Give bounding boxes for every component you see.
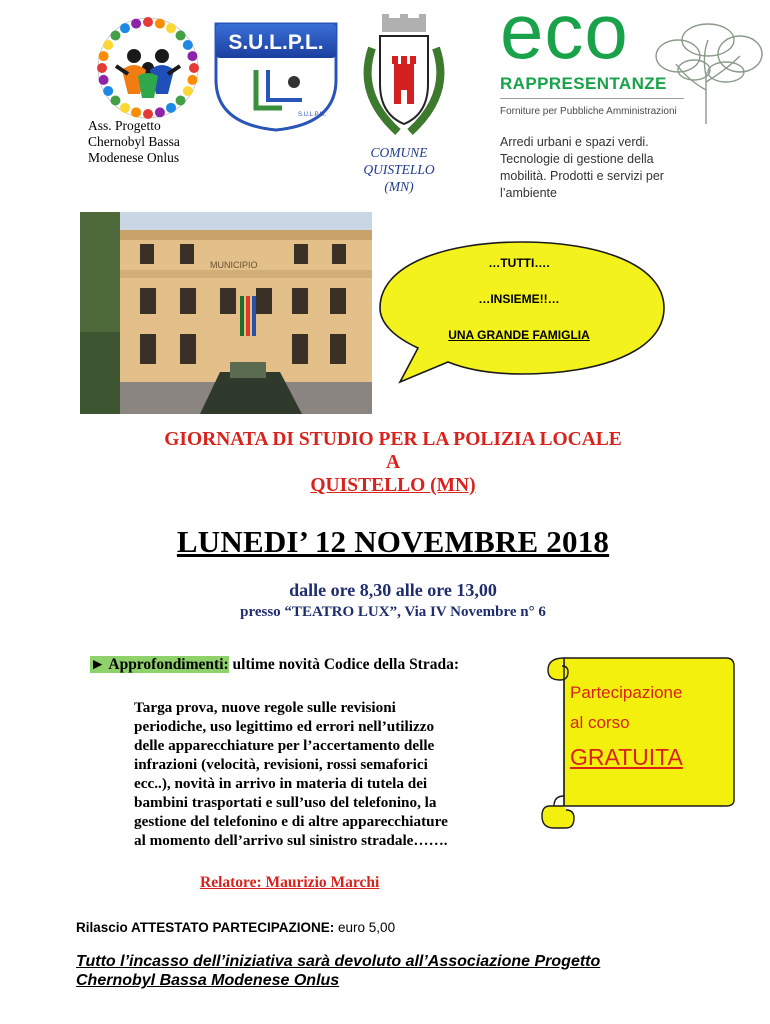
logo-dot [183, 86, 193, 96]
sulpl-text: S.U.L.P.L. [228, 31, 324, 54]
logo-dot [176, 96, 186, 106]
approfondimenti-body-line: periodiche, uso legittimo ed errori nell’utilizzo [134, 718, 435, 735]
scroll-line-al-corso: al corso [570, 713, 630, 732]
eco-description-line: l’ambiente [500, 186, 557, 200]
event-date: LUNEDI’ 12 NOVEMBRE 2018 [176, 524, 610, 559]
headline-line-location: QUISTELLO (MN) [310, 475, 476, 496]
tree-icon [648, 20, 766, 126]
donation-footer [76, 952, 716, 990]
approfondimenti-label [90, 656, 229, 673]
municipio-photo [80, 212, 372, 414]
eco-logo-forniture: Forniture per Pubbliche Amministrazioni [500, 106, 677, 117]
scroll-banner [540, 646, 736, 836]
chernobyl-caption-line: Ass. Progetto [88, 118, 161, 133]
approfondimenti-body-line: bambini trasportati e sull’uso del telefonino, la [134, 794, 437, 811]
eco-logo-rappresentanze: RAPPRESENTANZE [500, 74, 667, 93]
logo-dot [97, 63, 107, 73]
eco-description-line: Tecnologie di gestione della [500, 152, 654, 166]
certificate-fee-value: euro 5,00 [334, 920, 396, 935]
logo-dot [176, 30, 186, 40]
comune-coat-of-arms [352, 14, 456, 140]
logo-dot [166, 103, 176, 113]
approfondimenti-heading [90, 656, 459, 674]
logo-dot [103, 86, 113, 96]
bubble-line-famiglia: UNA GRANDE FAMIGLIA [448, 328, 590, 342]
scroll-gratuita: GRATUITA [570, 744, 683, 770]
headline-line-title: GIORNATA DI STUDIO PER LA POLIZIA LOCALE [164, 429, 622, 450]
logo-dot [103, 40, 113, 50]
headline-line-a: A [385, 452, 401, 473]
logo-dot [99, 75, 109, 85]
approfondimenti-body-line: al momento dell’arrivo sul sinistro stradale……. [134, 832, 448, 849]
scroll-participation [570, 678, 682, 738]
municipio-sign: MUNICIPIO [210, 260, 258, 270]
scroll-line-partecipazione: Partecipazione [570, 683, 683, 702]
approfondimenti-body-line: gestione del telefonino e di altre apparecchiature [134, 813, 448, 830]
certificate-fee-label: Rilascio ATTESTATO PARTECIPAZIONE: [76, 920, 335, 935]
chernobyl-caption [88, 118, 180, 166]
logo-dot [183, 40, 193, 50]
approfondimenti-subtitle: ultime novità Codice della Strada: [228, 656, 460, 673]
approfondimenti-body-line: delle apparecchiature per l’accertamento delle [134, 737, 435, 754]
chernobyl-caption-line: Modenese Onlus [88, 150, 180, 165]
event-headline [0, 428, 770, 497]
logo-dot [99, 51, 109, 61]
event-venue: presso “TEATRO LUX”, Via IV Novembre n° 6 [240, 604, 546, 620]
speaker: Relatore: Maurizio Marchi [200, 874, 380, 891]
approfondimenti-body-line: ecc..), novità in arrivo in materia di tutela dei [134, 775, 428, 792]
logo-dot [131, 107, 141, 117]
logo-dot [110, 30, 120, 40]
certificate-fee [76, 920, 395, 935]
logo-dot [189, 63, 199, 73]
arrow-right-icon: ► [90, 656, 106, 673]
approfondimenti-label-text: Approfondimenti: [108, 656, 229, 673]
logo-dot [166, 23, 176, 33]
logo-dot [155, 107, 165, 117]
footer-line: Tutto l’incasso dell’iniziativa sarà devoluto all’Associazione Progetto [76, 953, 601, 970]
footer-line: Chernobyl Bassa Modenese Onlus [76, 972, 340, 989]
eco-description-line: Arredi urbani e spazi verdi. [500, 135, 649, 149]
approfondimenti-body-line: Targa prova, nuove regole sulle revisioni [134, 699, 396, 716]
logo-dot [155, 19, 165, 29]
approfondimenti-body [134, 698, 524, 850]
sulpl-logo [212, 20, 340, 132]
sulpl-small-text: S.U.L.P.M. [298, 112, 327, 118]
comune-caption [344, 144, 454, 195]
logo-dot [120, 103, 130, 113]
bubble-line-insieme: …INSIEME!!… [478, 292, 560, 306]
comune-caption-line: COMUNE [370, 145, 428, 160]
chernobyl-caption-line: Chernobyl Bassa [88, 134, 180, 149]
logo-dot [187, 75, 197, 85]
approfondimenti-body-line: infrazioni (velocità, revisioni, rossi semaforici [134, 756, 428, 773]
logo-dot [110, 96, 120, 106]
chernobyl-association-logo [92, 12, 204, 122]
bubble-line-tutti: …TUTTI…. [488, 256, 550, 270]
logo-dot [143, 17, 153, 27]
logo-dot [120, 23, 130, 33]
eco-description-line: mobilità. Prodotti e servizi per [500, 169, 664, 183]
logo-dot [187, 51, 197, 61]
comune-caption-line: QUISTELLO [363, 162, 435, 177]
comune-caption-line: (MN) [384, 179, 414, 194]
logo-dot [131, 19, 141, 29]
eco-logo-word: eco [500, 0, 629, 75]
eco-description [500, 134, 690, 202]
bubble-text [388, 256, 650, 364]
event-time: dalle ore 8,30 alle ore 13,00 [289, 580, 497, 600]
